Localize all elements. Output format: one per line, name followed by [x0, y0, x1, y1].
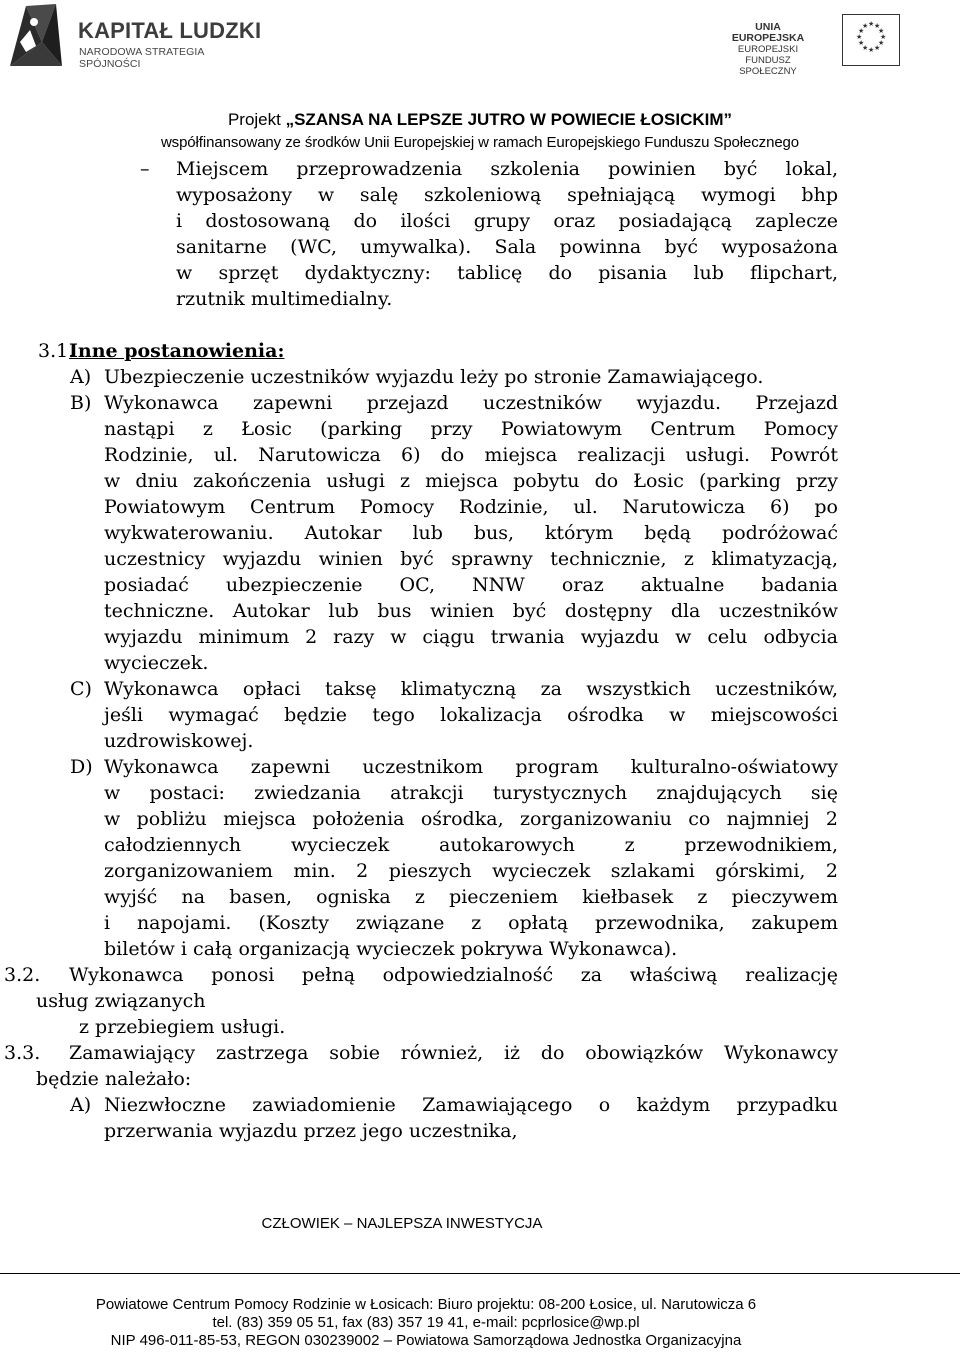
svg-text:★: ★ [874, 44, 881, 52]
footer-registry: NIP 496-011-85-53, REGON 030239002 – Powiatowa Samorządowa Jednostka Organizacyjna [110, 1332, 742, 1349]
paragraph-line: Powiatowym Centrum Pomocy Rodzinie, ul. Narutowicza 6) po [104, 496, 838, 518]
item-a2-paragraph [104, 1092, 838, 1144]
paragraph-line: wyjść na basen, ogniska z pieczeniem kiełbasek z pieczywem [104, 886, 838, 908]
paragraph-line: Niezwłoczne zawiadomienie Zamawiającego o każdym przypadku [104, 1094, 838, 1116]
svg-text:★: ★ [878, 27, 885, 35]
project-name: „SZANSA NA LEPSZE JUTRO W POWIECIE ŁOSICKIM” [285, 110, 733, 129]
kapital-ludzki-subtitle: NARODOWA STRATEGIA SPÓJNOŚCI [79, 46, 204, 70]
section-number-3-3: 3.3. [4, 1042, 41, 1064]
paragraph-line: nastąpi z Łosic (parking przy Powiatowym Centrum Pomocy [104, 418, 838, 440]
paragraph-line: biletów i całą organizacją wycieczek pokrywa Wykonawca). [104, 938, 678, 960]
paragraph-line: w postaci: zwiedzania atrakcji turystycznych znajdujących się [104, 782, 838, 804]
item-letter-a-2: A) [70, 1094, 92, 1116]
eu-logo-line3: FUNDUSZ SPOŁECZNY [739, 55, 797, 77]
eu-logo-line1: UNIA EUROPEJSKA [731, 21, 805, 44]
section-number-3-1: 3.1. [38, 340, 75, 362]
paragraph-line: przerwania wyjazdu przez jego uczestnika, [104, 1120, 518, 1142]
item-d-paragraph [104, 754, 838, 962]
kapital-ludzki-emblem-icon [8, 2, 64, 68]
svg-text:★: ★ [878, 39, 885, 47]
svg-text:★: ★ [858, 27, 865, 35]
svg-text:★: ★ [856, 33, 863, 41]
kapital-ludzki-logo [8, 2, 268, 74]
paragraph-line: Wykonawca ponosi pełną odpowiedzialność za właściwą realizację [69, 964, 838, 986]
paragraph-line: Wykonawca opłaci taksę klimatyczną za wszystkich uczestników, [104, 678, 838, 700]
paragraph-line: i dostosowaną do ilości grupy oraz posiadającą zaplecze [176, 210, 838, 232]
paragraph-line: posiadać ubezpieczenie OC, NNW oraz aktualne badania [104, 574, 838, 596]
paragraph-line: zorganizowaniem min. 2 pieszych wycieczek szlakami górskimi, 2 [104, 860, 838, 882]
section-heading-3-1: Inne postanowienia: [69, 340, 285, 362]
svg-text:★: ★ [874, 22, 881, 30]
svg-text:★: ★ [868, 20, 875, 28]
item-c-paragraph [104, 676, 838, 754]
paragraph-line: wykwaterowaniu. Autokar lub bus, którym będą podróżować [104, 522, 838, 544]
paragraph-line: w pobliżu miejsca położenia ośrodka, zorganizowaniu co najmniej 2 [104, 808, 838, 830]
cofinancing-note: współfinansowany ze środków Unii Europejskiej w ramach Europejskiego Funduszu Społecznego [160, 134, 800, 151]
footer-contact: tel. (83) 359 05 51, fax (83) 357 19 41, e-mail: pcprlosice@wp.pl [212, 1314, 640, 1331]
paragraph-line: w sprzęt dydaktyczny: tablicę do pisania lub flipchart, [176, 262, 838, 284]
eu-logo-line2: EUROPEJSKI [737, 44, 799, 55]
paragraph-line: Zamawiający zastrzega sobie również, iż do obowiązków Wykonawcy [69, 1042, 838, 1064]
svg-text:★: ★ [880, 33, 887, 41]
footer-slogan: CZŁOWIEK – NAJLEPSZA INWESTYCJA [261, 1215, 543, 1232]
item-b-paragraph [104, 390, 838, 676]
paragraph-line: całodziennych wycieczek autokarowych z przewodnikiem, [104, 834, 838, 856]
paragraph-line: w dniu zakończenia usługi z miejsca pobytu do Łosic (parking przy [104, 470, 838, 492]
project-title [0, 110, 960, 130]
paragraph-line: Miejscem przeprowadzenia szkolenia powinien być lokal, [176, 158, 838, 180]
item-letter-a: A) [70, 366, 92, 388]
section-3-2-line-1 [69, 962, 838, 988]
section-number-3-2: 3.2. [4, 964, 41, 986]
footer-divider [0, 1273, 960, 1274]
paragraph-line: uzdrowiskowej. [104, 730, 254, 752]
eu-flag-icon [842, 14, 900, 66]
paragraph-line: i napojami. (Koszty związane z opłatą przewodnika, zakupem [104, 912, 838, 934]
bullet-paragraph [176, 156, 838, 312]
svg-text:★: ★ [862, 22, 869, 30]
item-a-text: Ubezpieczenie uczestników wyjazdu leży po stronie Zamawiającego. [104, 366, 764, 388]
item-letter-d: D) [70, 756, 93, 778]
project-prefix: Projekt [227, 110, 286, 129]
svg-text:★: ★ [868, 46, 875, 54]
section-3-2-line-2: usług związanych [36, 990, 206, 1012]
paragraph-line: jeśli wymagać będzie tego lokalizacja ośrodka w miejscowości [104, 704, 838, 726]
kapital-ludzki-title: KAPITAŁ LUDZKI [78, 18, 262, 43]
paragraph-line: Wykonawca zapewni przejazd uczestników wyjazdu. Przejazd [104, 392, 838, 414]
paragraph-line: rzutnik multimedialny. [176, 288, 393, 310]
paragraph-line: Wykonawca zapewni uczestnikom program kulturalno-oświatowy [104, 756, 838, 778]
paragraph-line: Rodzinie, ul. Narutowicza 6) do miejsca realizacji usługi. Powrót [104, 444, 838, 466]
section-3-2-line-3: z przebiegiem usługi. [79, 1016, 286, 1038]
svg-text:★: ★ [862, 44, 869, 52]
section-3-3-line-2: będzie należało: [36, 1068, 192, 1090]
eu-logo-text [718, 22, 818, 77]
section-3-3-line-1 [69, 1040, 838, 1066]
eu-logo [716, 14, 952, 77]
item-letter-c: C) [70, 678, 92, 700]
item-letter-b: B) [70, 392, 92, 414]
paragraph-line: wycieczek. [104, 652, 209, 674]
bullet-dash: – [140, 158, 150, 180]
paragraph-line: wyposażony w salę szkoleniową spełniającą wymogi bhp [176, 184, 838, 206]
paragraph-line: techniczne. Autokar lub bus winien być dostępny dla uczestników [104, 600, 838, 622]
footer-address: Powiatowe Centrum Pomocy Rodzinie w Łosicach: Biuro projektu: 08-200 Łosice, ul. Narutowicza 6 [95, 1296, 757, 1313]
paragraph-line: uczestnicy wyjazdu winien być sprawny technicznie, z klimatyzacją, [104, 548, 838, 570]
svg-text:★: ★ [858, 39, 865, 47]
paragraph-line: wyjazdu minimum 2 razy w ciągu trwania wyjazdu w celu odbycia [104, 626, 838, 648]
paragraph-line: sanitarne (WC, umywalka). Sala powinna być wyposażona [176, 236, 838, 258]
